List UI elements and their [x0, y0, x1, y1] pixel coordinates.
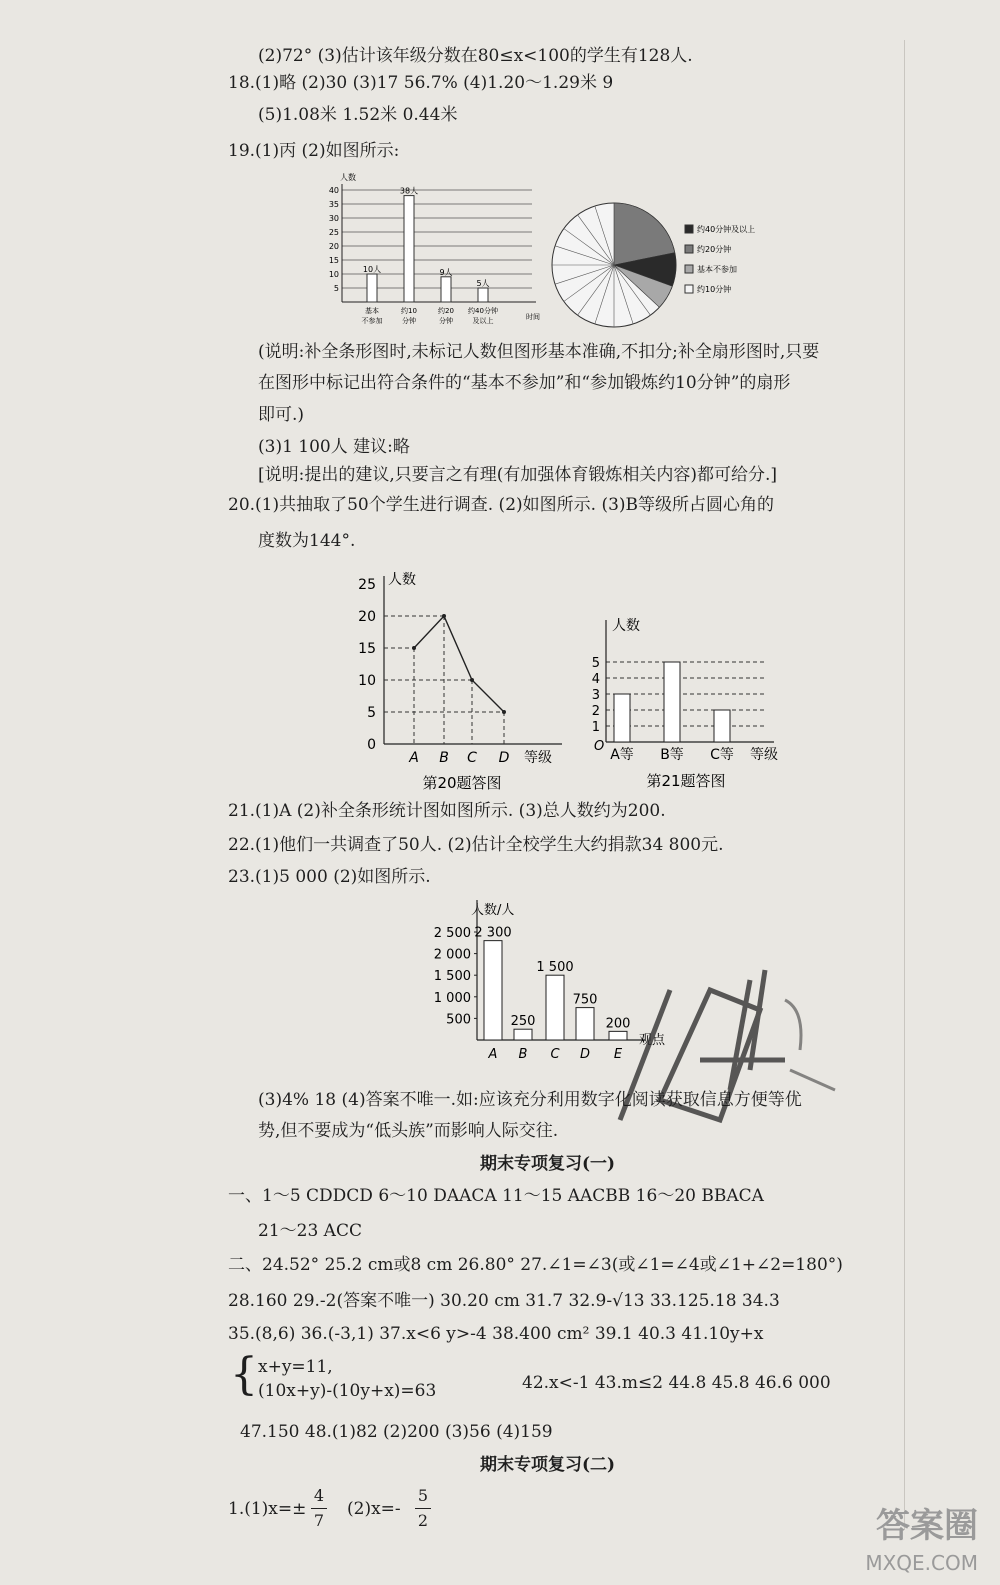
y-axis-label: 人数: [340, 173, 356, 182]
x-tick-label: A: [409, 750, 419, 766]
equation-line: x+y=11,: [258, 1357, 333, 1377]
bar: [576, 1008, 594, 1040]
data-label: 9人: [439, 267, 453, 277]
x-tick-label: A: [488, 1047, 498, 1062]
bar: [546, 975, 564, 1040]
x-tick-label: 基本: [365, 307, 379, 315]
x-tick-label: 约40分钟: [468, 307, 498, 315]
data-label: 1 500: [536, 960, 574, 976]
y-axis-label: 人数: [388, 572, 416, 588]
y-tick-label: 10: [328, 270, 339, 279]
y-tick-label: 20: [358, 609, 376, 625]
x-tick-label: D: [498, 750, 510, 766]
answer-line: (3)1 100人 建议:略: [258, 437, 410, 457]
fraction-numerator: 5: [417, 1486, 429, 1505]
answer-line: 47.150 48.(1)82 (2)200 (3)56 (4)159: [240, 1422, 553, 1442]
answer-line: 20.(1)共抽取了50个学生进行调查. (2)如图所示. (3)B等级所占圆心角的: [228, 495, 775, 515]
y-tick-label: 1 000: [433, 990, 471, 1006]
y-axis-label: 人数: [612, 618, 640, 634]
legend-swatch: [685, 285, 693, 293]
y-tick-label: 10: [358, 673, 376, 689]
answer-line: 1.(1)x=±: [228, 1499, 307, 1519]
x-tick-label: 分钟: [402, 317, 416, 325]
y-tick-label: 500: [446, 1012, 471, 1028]
bar: [484, 941, 502, 1040]
x-tick-label: A等: [610, 747, 634, 763]
y-tick-label: 3: [591, 688, 600, 703]
x-tick-label: 不参加: [361, 317, 383, 325]
section-heading: 期末专项复习(二): [480, 1455, 616, 1475]
x-tick-label: D: [579, 1047, 591, 1062]
note-line: [说明:提出的建议,只要言之有理(有加强体育锻炼相关内容)都可给分.]: [258, 465, 778, 485]
answer-line: (2)x=-: [347, 1499, 401, 1519]
page-fold-line: [904, 40, 905, 1530]
chart-20-line: [352, 568, 572, 794]
data-label: 2 300: [474, 925, 512, 941]
y-tick-label: 40: [328, 186, 339, 195]
legend-label: 约10分钟: [697, 285, 732, 294]
answer-line: (5)1.08米 1.52米 0.44米: [258, 105, 458, 125]
y-tick-label: 35: [328, 200, 339, 209]
answer-line: 22.(1)他们一共调查了50人. (2)估计全校学生大约捐款34 800元.: [228, 835, 724, 855]
answer-line: 21.(1)A (2)补全条形统计图如图所示. (3)总人数约为200.: [228, 801, 666, 821]
stamp-mark: [600, 950, 840, 1140]
answer-line: 18.(1)略 (2)30 (3)17 56.7% (4)1.20～1.29米 9: [228, 73, 614, 93]
chart-19-pie: [550, 190, 810, 340]
y-tick-label: 5: [367, 705, 376, 721]
legend-label: 基本不参加: [697, 265, 737, 274]
x-tick-label: 约10: [401, 307, 417, 315]
bar: [441, 277, 451, 302]
fraction-numerator: 4: [313, 1486, 325, 1505]
y-tick-label: 5: [591, 656, 600, 671]
equation-brace: {: [230, 1349, 258, 1400]
y-tick-label: 2 500: [433, 926, 471, 941]
answer-line: 42.x<-1 43.m≤2 44.8 45.8 46.6 000: [522, 1373, 831, 1393]
y-tick-label: 25: [328, 228, 339, 237]
bar: [714, 710, 730, 742]
bar: [404, 196, 414, 302]
legend-swatch: [685, 225, 693, 233]
fraction-bar: [311, 1508, 327, 1509]
answer-line: 21～23 ACC: [258, 1221, 362, 1241]
fraction-denominator: 7: [313, 1511, 325, 1530]
answer-line: (3)4% 18 (4)答案不唯一.如:应该充分利用数字化阅读获取信息方便等优: [258, 1090, 802, 1110]
watermark-logo: 答案圈: [876, 1506, 978, 1546]
x-tick-label: B: [518, 1047, 528, 1062]
y-tick-label: 30: [328, 214, 339, 223]
legend-swatch: [685, 265, 693, 273]
data-label: 10人: [362, 265, 382, 274]
data-label: 38人: [399, 186, 419, 196]
data-label: 750: [572, 992, 598, 1008]
watermark-url: MXQE.COM: [865, 1551, 978, 1575]
y-tick-label: 2 000: [433, 947, 471, 963]
x-tick-label: E: [613, 1047, 623, 1062]
x-tick-label: B等: [660, 747, 684, 763]
y-axis-label: 人数/人: [471, 903, 515, 918]
bar: [664, 662, 680, 742]
x-tick-label: B: [439, 750, 449, 766]
legend-label: 约20分钟: [697, 245, 732, 254]
x-axis-label: 时间: [526, 313, 540, 321]
y-tick-label: 2: [591, 704, 600, 719]
y-tick-label: 15: [358, 641, 376, 657]
origin-label: O: [594, 739, 605, 754]
chart-21-bar: [578, 612, 798, 794]
x-tick-label: 分钟: [439, 317, 453, 325]
data-label: 5人: [476, 279, 490, 288]
y-tick-label: 4: [591, 672, 600, 687]
answer-line: 23.(1)5 000 (2)如图所示.: [228, 867, 431, 887]
bar: [478, 288, 488, 302]
y-tick-label: 25: [358, 577, 376, 593]
bar: [614, 694, 630, 742]
y-tick-label: 1: [591, 720, 600, 735]
data-label: 250: [510, 1014, 536, 1030]
y-tick-label: 0: [367, 737, 376, 753]
answer-line: 二、24.52° 25.2 cm或8 cm 26.80° 27.∠1=∠3(或∠1=∠4或∠1+∠2=180°): [228, 1255, 843, 1275]
y-tick-label: 20: [328, 242, 339, 251]
x-axis-label: 观点: [639, 1033, 666, 1048]
answer-line: 一、1～5 CDDCD 6～10 DAACA 11～15 AACBB 16～20 BBACA: [228, 1186, 764, 1206]
answer-line: 势,但不要成为“低头族”而影响人际交往.: [258, 1121, 559, 1141]
equation-line: (10x+y)-(10y+x)=63: [258, 1381, 437, 1401]
y-tick-label: 15: [328, 256, 339, 265]
fraction-denominator: 2: [417, 1511, 429, 1530]
note-line: (说明:补全条形图时,未标记人数但图形基本准确,不扣分;补全扇形图时,只要: [258, 342, 820, 362]
legend-label: 约40分钟及以上: [697, 225, 756, 234]
note-line: 在图形中标记出符合条件的“基本不参加”和“参加锻炼约10分钟”的扇形: [258, 373, 791, 393]
bar: [367, 274, 377, 302]
answer-line: (2)72° (3)估计该年级分数在80≤x<100的学生有128人.: [258, 46, 693, 66]
x-tick-label: 及以上: [472, 317, 494, 325]
x-tick-label: C等: [710, 747, 734, 763]
section-heading: 期末专项复习(一): [480, 1154, 616, 1174]
answer-line: 28.160 29.-2(答案不唯一) 30.20 cm 31.7 32.9-√13 33.125.18 34.3: [228, 1291, 780, 1311]
answer-line: 19.(1)丙 (2)如图所示:: [228, 141, 400, 161]
y-tick-label: 5: [333, 284, 339, 293]
chart-19-bar: [322, 168, 542, 330]
x-axis-label: 等级: [524, 750, 552, 766]
chart-caption: 第21题答图: [646, 772, 726, 790]
bar: [514, 1029, 532, 1040]
y-tick-label: 1 500: [433, 969, 471, 985]
data-label: 200: [605, 1016, 631, 1032]
chart-caption: 第20题答图: [422, 774, 502, 792]
series-line: [414, 616, 504, 712]
fraction-bar: [415, 1508, 431, 1509]
x-tick-label: C: [467, 750, 477, 766]
x-tick-label: 约20: [438, 307, 454, 315]
note-line: 即可.): [258, 405, 305, 425]
answer-line: 度数为144°.: [258, 531, 356, 551]
x-axis-label: 等级: [750, 747, 778, 763]
x-tick-label: C: [550, 1047, 560, 1062]
legend-swatch: [685, 245, 693, 253]
answer-line: 35.(8,6) 36.(-3,1) 37.x<6 y>-4 38.400 cm² 39.1 40.3 41.10y+x: [228, 1324, 764, 1344]
